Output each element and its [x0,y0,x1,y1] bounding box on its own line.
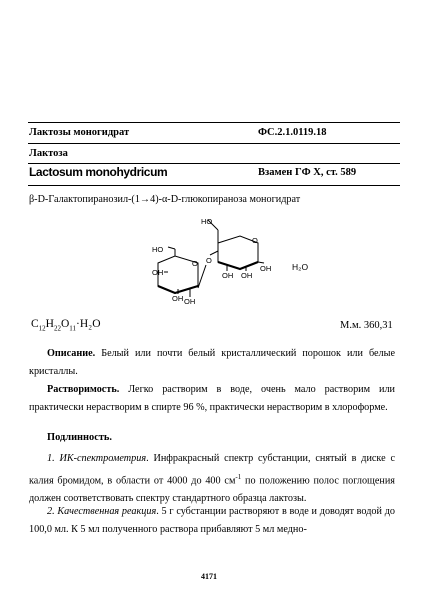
bond-ho-left [168,247,175,249]
bond-bridge-left [198,265,206,288]
label-oh-6: OH [184,297,196,306]
solubility-text: Легко растворим в воде, очень мало растворим или практически нерастворим в спирте 96 %, практически нерастворим в хлороформе. [29,384,395,413]
latin-name: Lactosum monohydricum [29,165,168,179]
header-divider-1 [28,143,400,144]
header-bottom-rule [28,185,400,186]
label-oh-1: OH [222,271,234,280]
label-oh-2: OH [241,271,253,280]
label-oh-3: OH [260,264,272,273]
reaction-text: . 5 г субстанции растворяют в воде и доводят водой до 100,0 мл. К 5 мл полученного раствора прибавляют 5 мл медно- [29,506,395,535]
molecular-formula: $C_{12}H_{22}O_{11}\cdot H_2O$ [31,318,101,333]
russian-name: Лактоза [29,148,68,159]
reaction-number: 2. [47,506,55,517]
label-water: H₂O [292,262,309,272]
description-paragraph [29,345,395,381]
label-oh-5: OH [172,294,184,303]
chemical-name: β-D-Галактопиранозил-(1→4)-α-D-глюкопираноза моногидрат [29,194,301,205]
identity-heading: Подлинность. [47,432,113,443]
label-o-bridge: O [206,256,212,265]
label-oh-4: OH [152,268,164,277]
label-o-ring1: O [252,236,258,245]
top-rule [28,122,400,123]
ir-text-b: по положению полос поглощения должен соответствовать спектру стандартного образца лактозы. [29,475,395,505]
qualitative-reaction-paragraph [29,503,395,539]
solubility-label: Растворимость. [47,384,120,395]
bond-bridge-right [210,251,218,255]
monograph-code: ФС.2.1.0119.18 [258,127,327,138]
monograph-name: Лактозы моногидрат [29,127,130,138]
label-ho-top: HO [201,217,213,226]
page-number: 4171 [201,572,217,581]
ir-superscript: -1 [235,473,242,481]
molar-mass: М.м. 360,31 [340,320,393,331]
ir-spectrometry-paragraph [29,450,395,508]
description-label: Описание. [47,348,96,359]
lactose-structure-diagram [0,205,424,325]
label-o-ring2: O [192,259,198,268]
header-divider-2 [28,163,400,164]
ir-text-a: . Инфракрасный спектр субстанции, снятый в диске с калия бромидом, в области от 4000 до 400 см [29,453,395,487]
bond-oh3 [258,262,264,263]
ir-number: 1. [47,453,55,464]
label-ho-left: HO [152,245,164,254]
glucose-ring-front-edge [218,262,258,269]
solubility-paragraph [29,381,395,417]
replaces-note: Взамен ГФ X, ст. 589 [258,167,357,178]
description-text: Белый или почти белый кристаллический порошок или белые кристаллы. [29,348,395,377]
reaction-label: Качественная реакция [57,506,157,517]
ir-label: ИК-спектрометрия [59,453,147,464]
